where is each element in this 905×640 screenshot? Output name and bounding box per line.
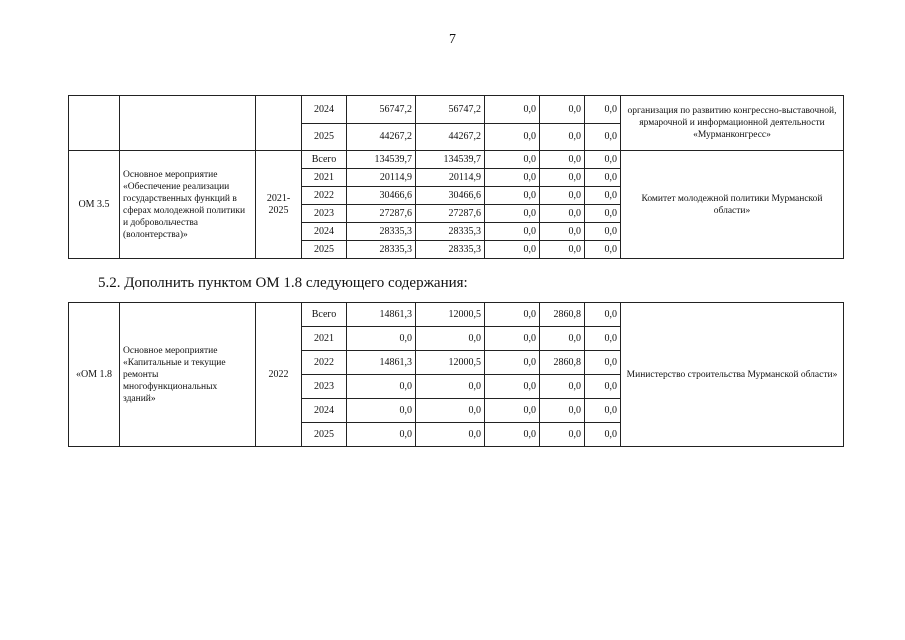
total-value-cell: 27287,6 [347, 205, 416, 223]
year-cell: 2025 [302, 423, 347, 447]
value-cell: 0,0 [585, 205, 621, 223]
value-cell: 0,0 [585, 351, 621, 375]
value-cell: 0,0 [485, 351, 540, 375]
year-cell: 2022 [302, 351, 347, 375]
year-cell: 2021 [302, 327, 347, 351]
value-cell: 56747,2 [416, 96, 485, 124]
total-value-cell: 20114,9 [347, 169, 416, 187]
year-cell: 2025 [302, 124, 347, 151]
value-cell: 0,0 [585, 151, 621, 169]
total-value-cell: 56747,2 [347, 96, 416, 124]
year-cell: Всего [302, 303, 347, 327]
value-cell: 0,0 [485, 151, 540, 169]
measure-period-cell: 2021-2025 [256, 151, 302, 259]
value-cell: 0,0 [540, 187, 585, 205]
value-cell: 0,0 [540, 96, 585, 124]
total-value-cell: 28335,3 [347, 223, 416, 241]
budget-table-continuation [68, 95, 844, 259]
total-value-cell: 14861,3 [347, 303, 416, 327]
value-cell: 0,0 [540, 205, 585, 223]
table-row [69, 96, 844, 124]
year-cell: 2022 [302, 187, 347, 205]
value-cell: 0,0 [585, 399, 621, 423]
measure-period-cell: 2022 [256, 303, 302, 447]
value-cell: 0,0 [540, 223, 585, 241]
value-cell: 0,0 [485, 423, 540, 447]
total-value-cell: 28335,3 [347, 241, 416, 259]
year-cell: 2024 [302, 399, 347, 423]
value-cell: 0,0 [540, 124, 585, 151]
measure-code-cell: ОМ 3.5 [69, 151, 120, 259]
value-cell: 28335,3 [416, 223, 485, 241]
total-value-cell: 0,0 [347, 399, 416, 423]
value-cell: 2860,8 [540, 303, 585, 327]
period-cell-empty [256, 96, 302, 151]
value-cell: 20114,9 [416, 169, 485, 187]
value-cell: 0,0 [485, 187, 540, 205]
year-cell: 2024 [302, 223, 347, 241]
value-cell: 0,0 [540, 327, 585, 351]
value-cell: 0,0 [585, 241, 621, 259]
value-cell: 27287,6 [416, 205, 485, 223]
value-cell: 0,0 [485, 223, 540, 241]
total-value-cell: 0,0 [347, 423, 416, 447]
value-cell: 0,0 [540, 169, 585, 187]
total-value-cell: 0,0 [347, 375, 416, 399]
total-value-cell: 134539,7 [347, 151, 416, 169]
value-cell: 134539,7 [416, 151, 485, 169]
value-cell: 0,0 [540, 151, 585, 169]
measure-code-cell: «ОМ 1.8 [69, 303, 120, 447]
value-cell: 0,0 [585, 124, 621, 151]
value-cell: 0,0 [416, 375, 485, 399]
value-cell: 0,0 [485, 169, 540, 187]
value-cell: 12000,5 [416, 351, 485, 375]
measure-executor-cell: Министерство строительства Мурманской области» [621, 303, 844, 447]
value-cell: 0,0 [485, 241, 540, 259]
value-cell: 44267,2 [416, 124, 485, 151]
page-number: 7 [449, 32, 456, 47]
value-cell: 0,0 [540, 423, 585, 447]
value-cell: 30466,6 [416, 187, 485, 205]
year-cell: 2024 [302, 96, 347, 124]
total-value-cell: 14861,3 [347, 351, 416, 375]
measure-executor-cell: Комитет молодежной политики Мурманской области» [621, 151, 844, 259]
budget-table-om18 [68, 302, 844, 447]
year-cell: 2025 [302, 241, 347, 259]
year-cell: 2021 [302, 169, 347, 187]
section-heading: 5.2. Дополнить пунктом ОМ 1.8 следующего содержания: [98, 275, 468, 291]
value-cell: 0,0 [585, 223, 621, 241]
value-cell: 0,0 [540, 241, 585, 259]
value-cell: 0,0 [585, 303, 621, 327]
value-cell: 0,0 [585, 96, 621, 124]
value-cell: 2860,8 [540, 351, 585, 375]
value-cell: 0,0 [485, 399, 540, 423]
value-cell: 0,0 [485, 96, 540, 124]
value-cell: 0,0 [585, 187, 621, 205]
value-cell: 0,0 [485, 327, 540, 351]
code-cell-empty [69, 96, 120, 151]
measure-description-cell: Основное мероприятие «Обеспечение реализации государственных функций в сферах молодежной политики и добровольчества (волонтерства)» [120, 151, 256, 259]
executor-cell: организация по развитию конгрессно-выставочной, ярмарочной и информационной деятельности «Мурманконгресс» [621, 96, 844, 151]
value-cell: 0,0 [485, 375, 540, 399]
measure-description-cell: Основное мероприятие «Капитальные и текущие ремонты многофункциональных зданий» [120, 303, 256, 447]
year-cell: 2023 [302, 205, 347, 223]
table-row [69, 151, 844, 169]
value-cell: 0,0 [416, 327, 485, 351]
value-cell: 0,0 [485, 303, 540, 327]
table-row [69, 303, 844, 327]
value-cell: 0,0 [585, 375, 621, 399]
total-value-cell: 30466,6 [347, 187, 416, 205]
value-cell: 0,0 [416, 399, 485, 423]
value-cell: 0,0 [540, 399, 585, 423]
value-cell: 0,0 [416, 423, 485, 447]
year-cell: Всего [302, 151, 347, 169]
value-cell: 0,0 [540, 375, 585, 399]
value-cell: 0,0 [485, 124, 540, 151]
total-value-cell: 44267,2 [347, 124, 416, 151]
total-value-cell: 0,0 [347, 327, 416, 351]
description-cell-empty [120, 96, 256, 151]
value-cell: 0,0 [585, 423, 621, 447]
value-cell: 0,0 [585, 169, 621, 187]
value-cell: 12000,5 [416, 303, 485, 327]
value-cell: 0,0 [485, 205, 540, 223]
year-cell: 2023 [302, 375, 347, 399]
value-cell: 28335,3 [416, 241, 485, 259]
value-cell: 0,0 [585, 327, 621, 351]
